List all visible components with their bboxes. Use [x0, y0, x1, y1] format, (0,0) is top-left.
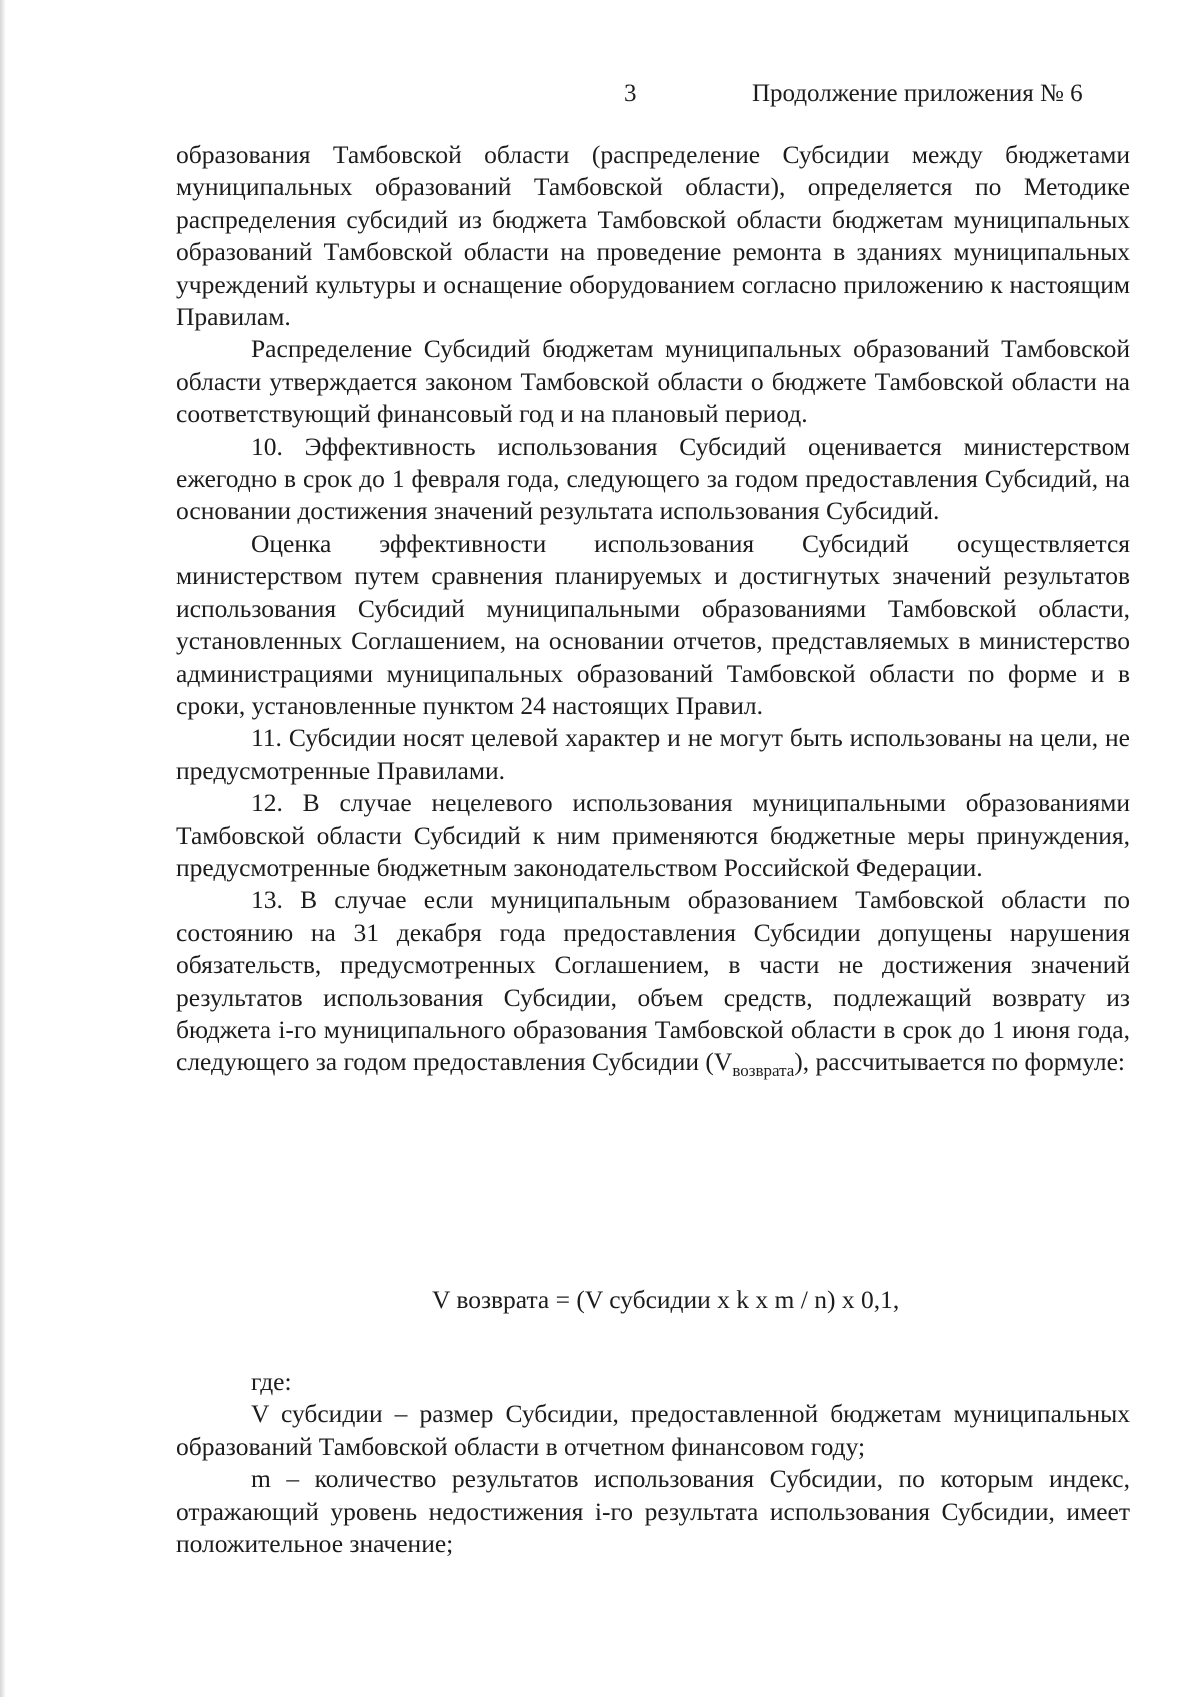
paragraph-13-text: 13. В случае если муниципальным образованием Тамбовской области по состоянию на 31 декабря года предоставления Субсидии допущены нарушения обязательств, предусмотренных Соглашением, в части не достижения значений результатов использования Субсидии, объем средств, подлежащий возврату из бюджета i-го муниципального образования Тамбовской области в срок до 1 июня года, следующего за годом предоставления Субсидии (V [176, 885, 1130, 1077]
legend-item-m: m – количество результатов использования Субсидии, по которым индекс, отражающий уровень недостижения i-го результата использования Субсидии, имеет положительное значение; [176, 1464, 1130, 1559]
v-return-subscript: возврата [732, 1061, 795, 1081]
paragraph-13-tail: ), рассчитывается по формуле: [794, 1047, 1125, 1077]
page-number: 3 [624, 80, 637, 107]
paragraph-distribution: Распределение Субсидий бюджетам муниципальных образований Тамбовской области утверждается законом Тамбовской области о бюджете Тамбовской области на соответствующий финансовый год и на плановый период. [176, 334, 1130, 429]
return-formula: V возврата = (V субсидии x k x m / n) x 0,1, [432, 1285, 900, 1314]
appendix-continuation-label: Продолжение приложения № 6 [752, 80, 1083, 107]
formula-legend [176, 1366, 1130, 1560]
paragraph-13 [176, 884, 1130, 1081]
paragraph-12: 12. В случае нецелевого использования муниципальными образованиями Тамбовской области Субсидий к ним применяются бюджетные меры принуждения, предусмотренные бюджетным законодательством Российской Федерации. [176, 788, 1130, 882]
paragraph-10: 10. Эффективность использования Субсидий оценивается министерством ежегодно в срок до 1 февраля года, следующего за годом предоставления Субсидий, на основании достижения значений результата использования Субсидий. [176, 431, 1130, 526]
legend-item-v-subsidy: V субсидии – размер Субсидии, предоставленной бюджетам муниципальных образований Тамбовской области в отчетном финансовом году; [176, 1399, 1130, 1461]
body-text [176, 139, 1130, 1079]
paragraph-continued: образования Тамбовской области (распределение Субсидии между бюджетами муниципальных образований Тамбовской области), определяется по Методике распределения субсидий из бюджета Тамбовской области бюджетам муниципальных образований Тамбовской области на проведение ремонта в зданиях муниципальных учреждений культуры и оснащение оборудованием согласно приложению к настоящим Правилам. [176, 140, 1130, 332]
scan-edge [0, 0, 6, 1697]
paragraph-11: 11. Субсидии носят целевой характер и не могут быть использованы на цели, не предусмотренные Правилами. [176, 723, 1130, 785]
where-label: где: [251, 1367, 292, 1396]
paragraph-efficiency-assessment: Оценка эффективности использования Субсидий осуществляется министерством путем сравнения планируемых и достигнутых значений результатов использования Субсидий муниципальными образованиями Тамбовской области, установленных Соглашением, на основании отчетов, представляемых в министерство администрациями муниципальных образований Тамбовской области по форме и в сроки, установленные пунктом 24 настоящих Правил. [176, 528, 1130, 720]
